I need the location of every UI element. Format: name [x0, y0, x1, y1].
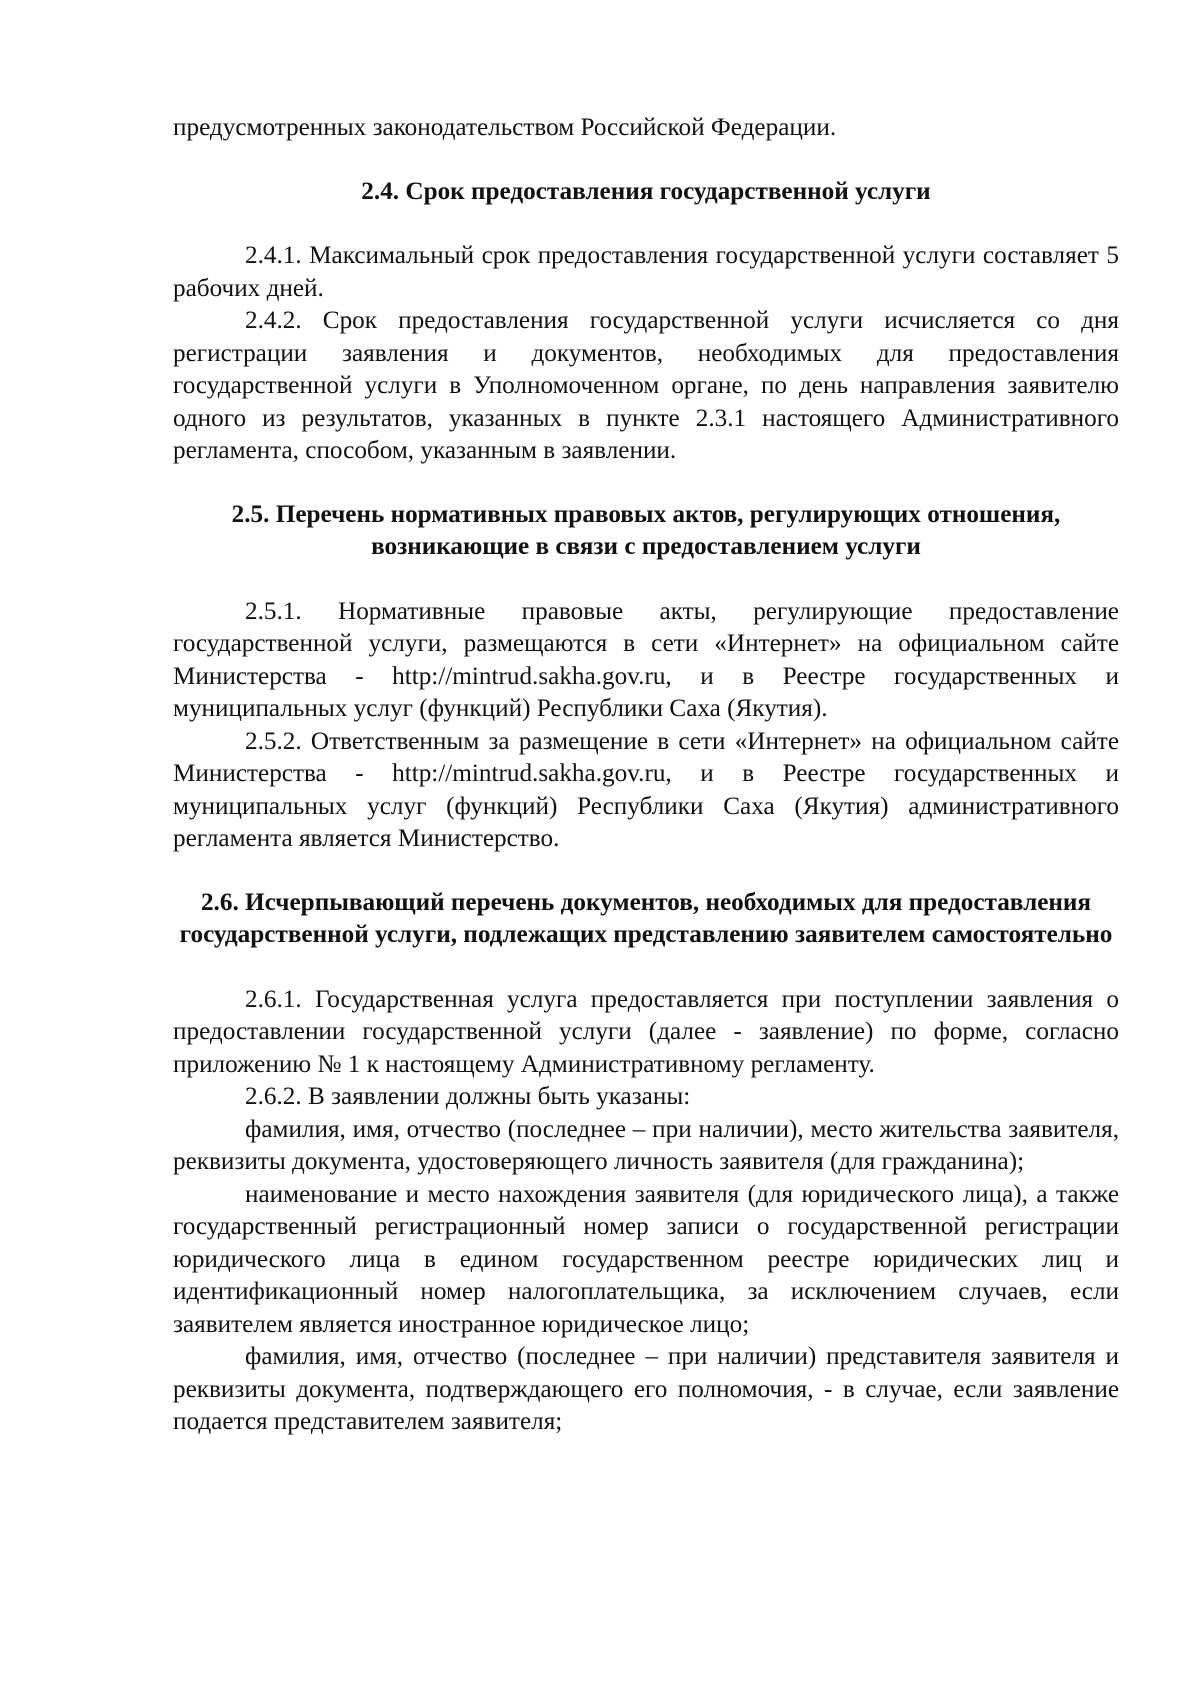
section-heading-2-4: 2.4. Срок предоставления государственной услуги	[361, 177, 931, 205]
section-heading-2-6: 2.6. Исчерпывающий перечень документов, необходимых для предоставления государственной услуги, подлежащих представлению заявителем самостоятельно	[179, 888, 1113, 948]
paragraph-2-4-1: 2.4.1. Максимальный срок предоставления государственной услуги составляет 5 рабочих дней.	[173, 242, 1119, 302]
paragraph-2-6-2: 2.6.2. В заявлении должны быть указаны:	[245, 1083, 691, 1110]
paragraph-2-5-2: 2.5.2. Ответственным за размещение в сети «Интернет» на официальном сайте Министерства - http://mintrud.sakha.gov.ru, и в Реестре государственных и муниципальных услуг (функций) Республики Саха (Якутия) административного регламента является Министерство.	[173, 727, 1119, 852]
document-body	[173, 112, 1119, 1439]
opening-line: предусмотренных законодательством Российской Федерации.	[173, 114, 837, 141]
paragraph-2-4-2: 2.4.2. Срок предоставления государственной услуги исчисляется со дня регистрации заявления и документов, необходимых для предоставления государственной услуги в Уполномоченном органе, по день направления заявителю одного из результатов, указанных в пункте 2.3.1 настоящего Административного регламента, способом, указанным в заявлении.	[173, 307, 1119, 464]
paragraph-2-5-1: 2.5.1. Нормативные правовые акты, регулирующие предоставление государственной услуги, размещаются в сети «Интернет» на официальном сайте Министерства - http://mintrud.sakha.gov.ru, и в Реестре государственных и муниципальных услуг (функций) Республики Саха (Якутия).	[173, 597, 1119, 722]
paragraph-2-6-1: 2.6.1. Государственная услуга предоставляется при поступлении заявления о предоставлении государственной услуги (далее - заявление) по форме, согласно приложению № 1 к настоящему Административному регламенту.	[173, 985, 1119, 1078]
list-item-legal-entity: наименование и место нахождения заявителя (для юридического лица), а также государственный регистрационный номер записи о государственной регистрации юридического лица в едином государственном реестре юридических лиц и идентификационный номер налогоплательщика, за исключением случаев, если заявителем является иностранное юридическое лицо;	[173, 1180, 1119, 1338]
list-item-representative: фамилия, имя, отчество (последнее – при наличии) представителя заявителя и реквизиты документа, подтверждающего его полномочия, - в случае, если заявление подается представителем заявителя;	[173, 1343, 1119, 1435]
section-heading-2-5: 2.5. Перечень нормативных правовых актов, регулирующих отношения, возникающие в связи с предоставлением услуги	[231, 500, 1061, 560]
list-item-applicant-name: фамилия, имя, отчество (последнее – при наличии), место жительства заявителя, реквизиты документа, удостоверяющего личность заявителя (для гражданина);	[173, 1115, 1119, 1175]
